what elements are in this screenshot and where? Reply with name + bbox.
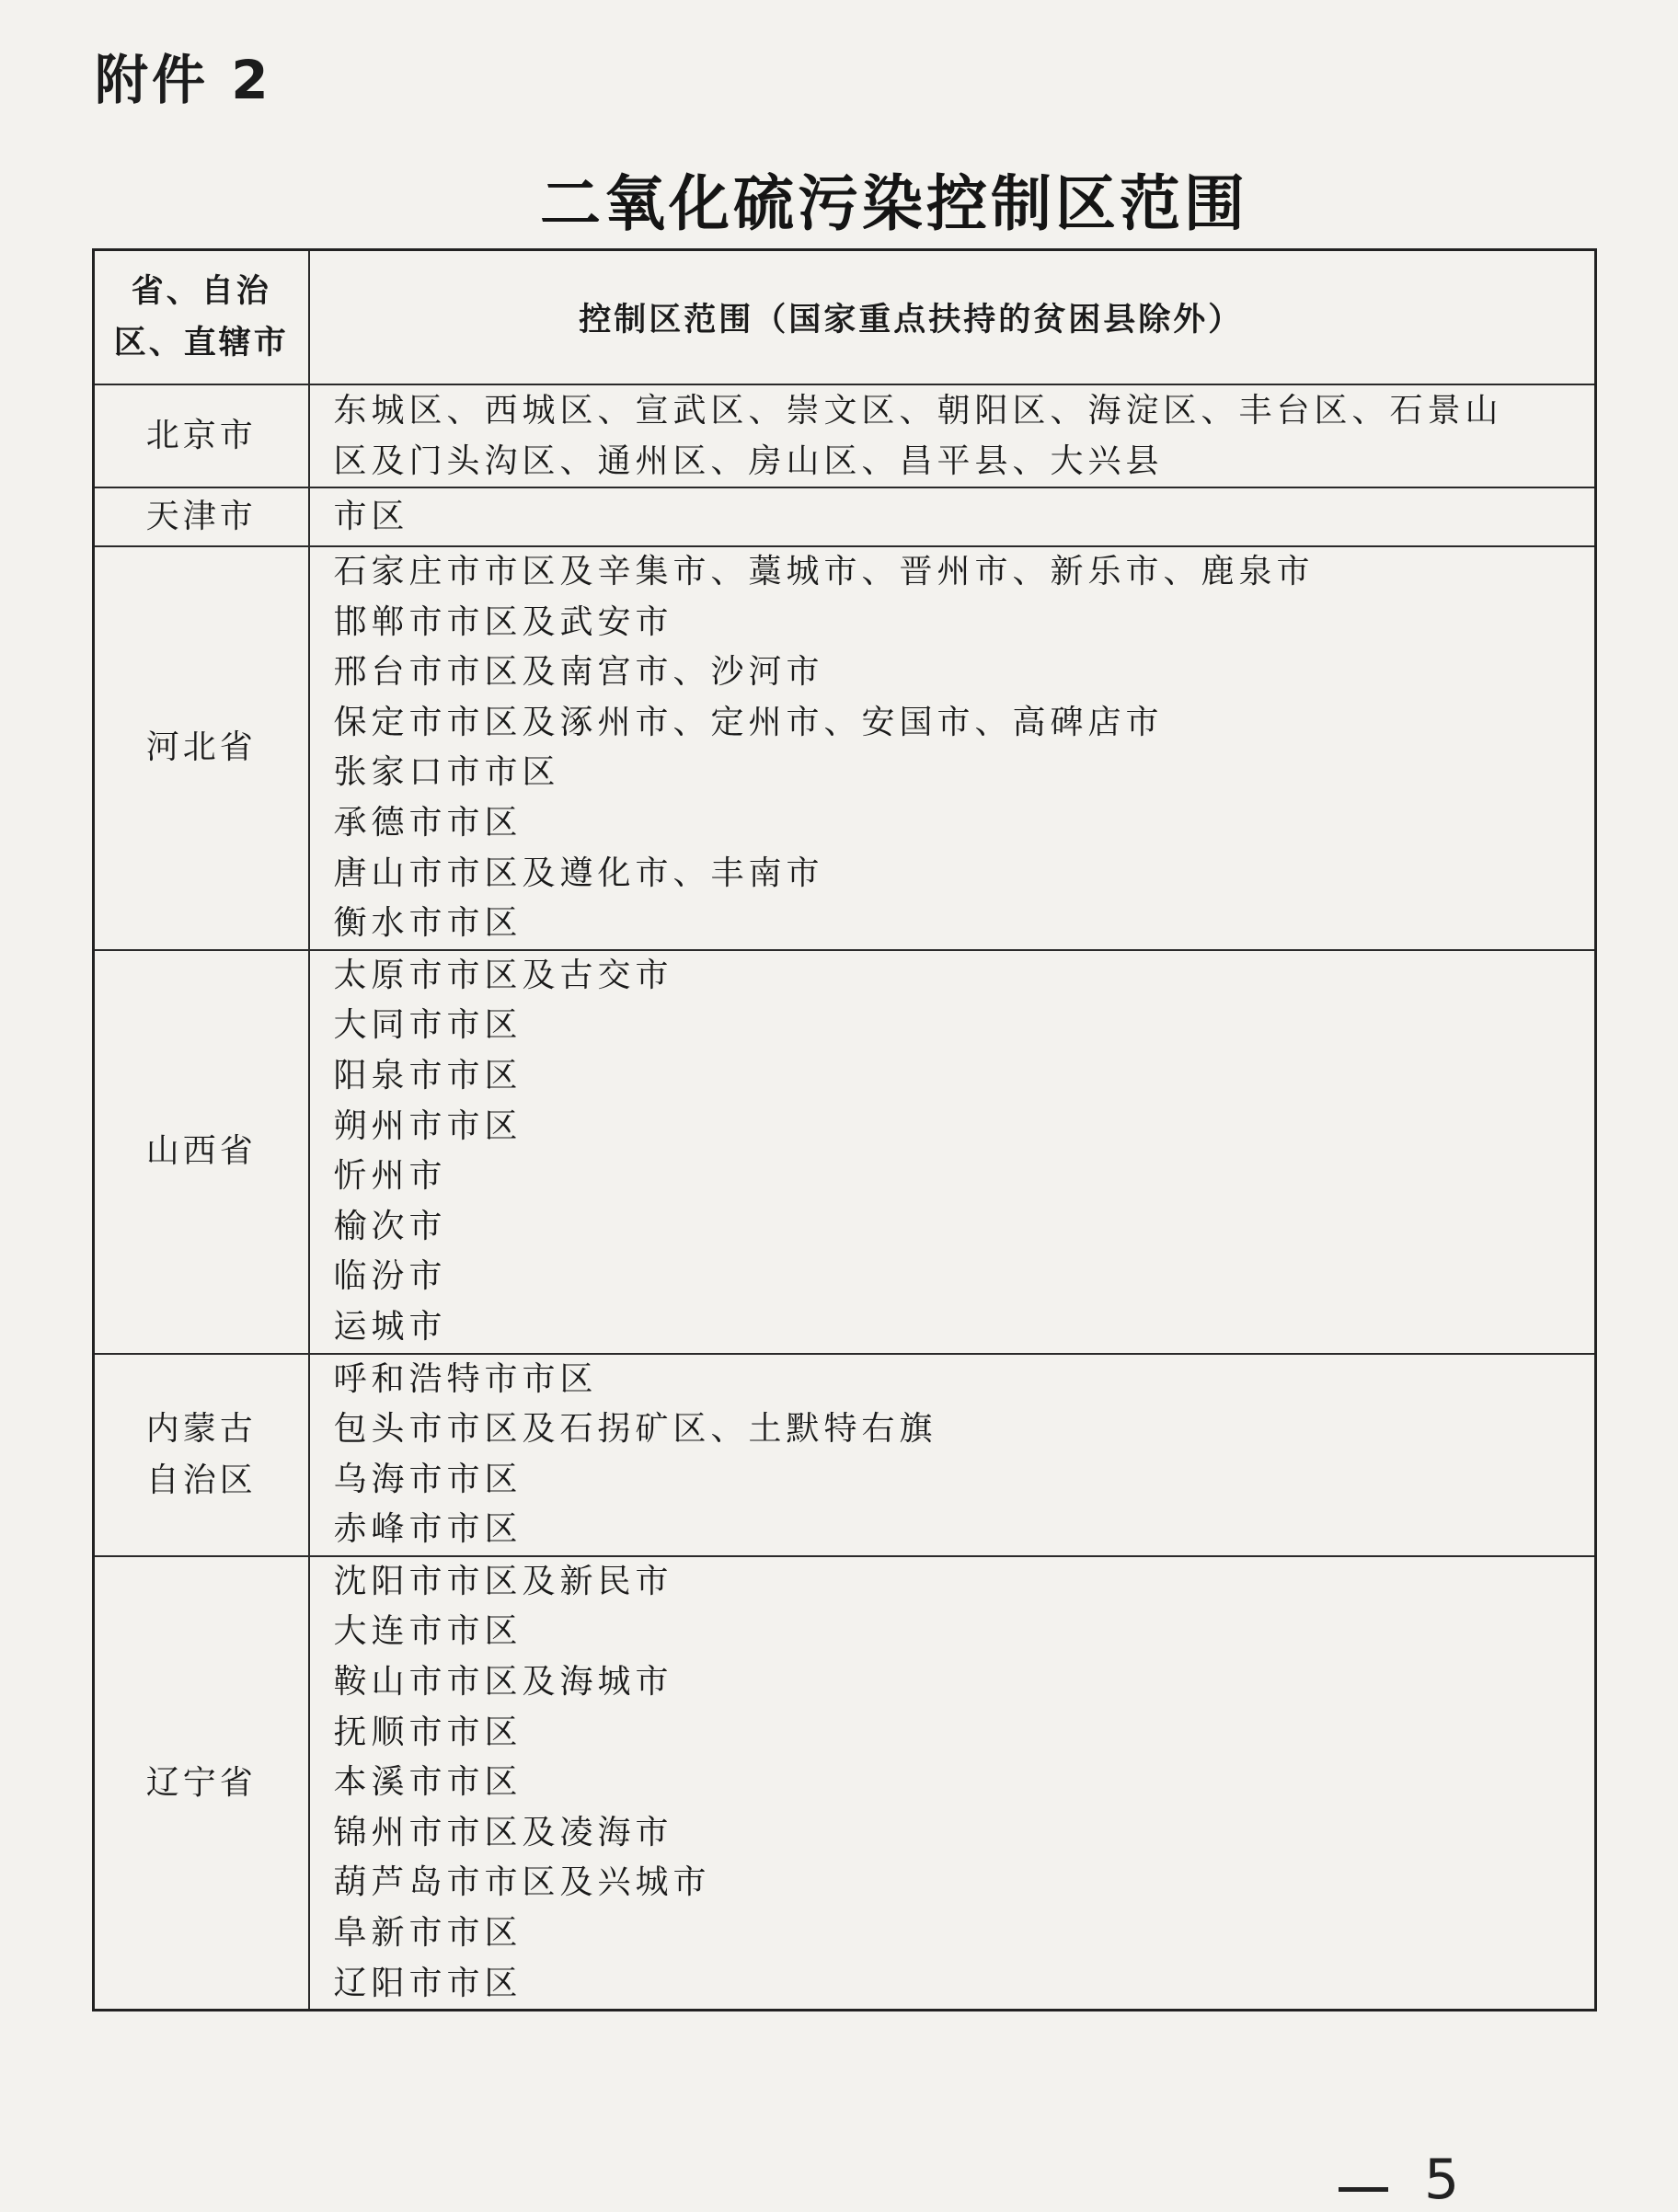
- table-row: [94, 546, 1596, 950]
- range-line: 大连市市区: [333, 1612, 523, 1651]
- range-line: 张家口市市区: [333, 753, 560, 792]
- province-cell: [94, 1556, 309, 2011]
- province-cell: [94, 384, 309, 487]
- table-row: [94, 1556, 1596, 2011]
- control-zone-table: [92, 248, 1597, 2011]
- header-province: [94, 250, 309, 385]
- province-name: 自治区: [145, 1461, 257, 1499]
- table-body: [94, 384, 1596, 2011]
- province-name: 内蒙古: [145, 1409, 257, 1448]
- document-title: 二氧化硫污染控制区范围: [540, 168, 1248, 239]
- province-name: 河北省: [145, 728, 257, 767]
- range-cell: [309, 950, 1596, 1354]
- range-line: 赤峰市市区: [333, 1510, 523, 1549]
- range-line: 运城市: [333, 1307, 447, 1346]
- range-line: 本溪市市区: [333, 1763, 523, 1802]
- page-number: 5: [1424, 2148, 1460, 2212]
- range-line: 乌海市市区: [333, 1460, 523, 1498]
- attachment-label: 附件 2: [95, 49, 272, 111]
- province-name: 北京市: [145, 417, 257, 454]
- range-line: 鞍山市市区及海城市: [333, 1663, 673, 1702]
- range-line: 葫芦岛市市区及兴城市: [333, 1863, 711, 1902]
- range-cell: [309, 384, 1596, 487]
- province-name: 天津市: [145, 498, 257, 535]
- range-line: 呼和浩特市市区: [333, 1359, 598, 1398]
- table-row: [94, 487, 1596, 546]
- province-cell: [94, 546, 309, 950]
- header-range: 控制区范围（国家重点扶持的贫困县除外）: [309, 250, 1596, 385]
- range-line: 朔州市市区: [333, 1106, 523, 1145]
- province-name: 山西省: [145, 1132, 257, 1171]
- province-name: 辽宁省: [145, 1763, 257, 1802]
- range-line: 辽阳市市区: [333, 1964, 523, 2002]
- table-row: [94, 950, 1596, 1354]
- range-cell: [309, 1354, 1596, 1556]
- range-line: 东城区、西城区、宣武区、崇文区、朝阳区、海淀区、丰台区、石景山: [333, 392, 1503, 430]
- range-line: 阜新市市区: [333, 1914, 523, 1953]
- range-line: 沈阳市市区及新民市: [333, 1562, 673, 1600]
- range-cell: [309, 487, 1596, 546]
- table-row: [94, 384, 1596, 487]
- header-province-line: 省、自治: [131, 273, 271, 310]
- range-cell: [309, 546, 1596, 950]
- range-line: 抚顺市市区: [333, 1713, 523, 1751]
- range-line: 石家庄市市区及辛集市、藁城市、晋州市、新乐市、鹿泉市: [333, 553, 1315, 590]
- page-number-dash: [1339, 2187, 1388, 2192]
- range-line: 唐山市市区及遵化市、丰南市: [333, 854, 824, 892]
- range-line: 榆次市: [333, 1207, 447, 1245]
- range-line: 锦州市市区及凌海市: [333, 1813, 673, 1851]
- range-line: 保定市市区及涿州市、定州市、安国市、高碑店市: [333, 703, 1164, 741]
- table-header-row: [94, 250, 1596, 385]
- range-line: 市区: [333, 497, 409, 535]
- range-line: 临汾市: [333, 1257, 447, 1296]
- range-line: 大同市市区: [333, 1006, 523, 1045]
- range-line: 邢台市市区及南宫市、沙河市: [333, 653, 824, 692]
- range-cell: [309, 1556, 1596, 2011]
- range-line: 区及门头沟区、通州区、房山区、昌平县、大兴县: [333, 442, 1164, 480]
- range-line: 包头市市区及石拐矿区、土默特右旗: [333, 1410, 937, 1449]
- table-row: [94, 1354, 1596, 1556]
- range-line: 太原市市区及古交市: [333, 956, 673, 994]
- control-zone-table-container: [92, 248, 1597, 2011]
- range-line: 承德市市区: [333, 803, 523, 842]
- province-cell: [94, 1354, 309, 1556]
- range-line: 阳泉市市区: [333, 1056, 523, 1095]
- province-cell: [94, 950, 309, 1354]
- province-cell: [94, 487, 309, 546]
- range-line: 邯郸市市区及武安市: [333, 602, 673, 641]
- range-line: 忻州市: [333, 1157, 447, 1196]
- range-line: 衡水市市区: [333, 904, 523, 943]
- header-province-line: 区、直辖市: [113, 325, 289, 361]
